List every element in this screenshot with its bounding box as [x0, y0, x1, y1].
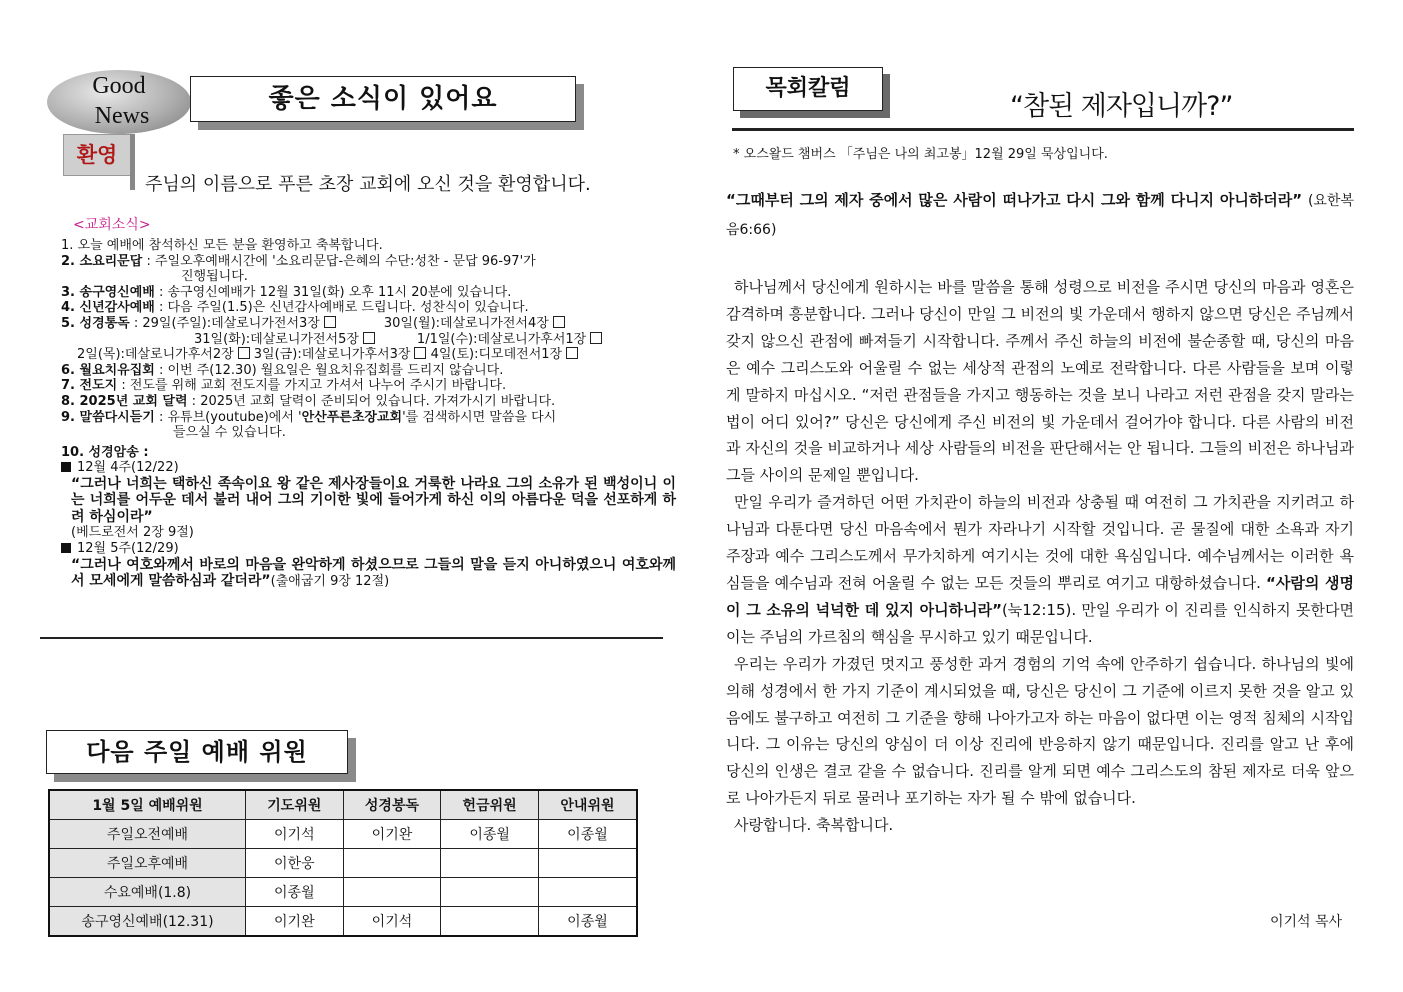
reading-3: 3일(금):데살로니가후서3장 [249, 347, 411, 363]
news-item-10 [61, 445, 676, 461]
reading-4: 4일(토):디모데전서1장 [426, 347, 563, 363]
table-cell: 이기완 [246, 907, 344, 937]
news-item-8-text: : 2025년 교회 달력이 준비되어 있습니다. 가져가시기 바랍니다. [187, 393, 556, 409]
logo-line-1: Good [92, 73, 146, 99]
reading-31: 31일(화):데살로니가전서5장 [194, 331, 359, 347]
table-header-cell: 안내위원 [538, 790, 637, 820]
news-item-6-label: 6. 월요치유집회 [61, 362, 155, 378]
table-cell: 이종월 [246, 878, 344, 907]
table-cell: 이기완 [343, 820, 441, 849]
table-cell: 수요예배(1.8) [49, 878, 246, 907]
table-row [49, 820, 637, 849]
worship-committee-table [48, 789, 638, 937]
welcome-divider [130, 134, 135, 190]
news-item-2-label: 2. 소요리문답 [61, 253, 143, 269]
table-header-cell: 헌금위원 [441, 790, 539, 820]
welcome-tag: 환영 [63, 134, 131, 176]
news-item-3-text: : 송구영신예배가 12월 31일(화) 오후 11시 20분에 있습니다. [154, 284, 512, 300]
table-cell [343, 849, 441, 878]
page-title: 좋은 소식이 있어요 [190, 76, 576, 122]
news-item-9-text-b: '를 검색하시면 말씀을 다시 [402, 409, 557, 425]
table-cell: 주일오후예배 [49, 849, 246, 878]
paragraph-2-a: 만일 우리가 즐겨하던 어떤 가치관이 하늘의 비전과 상충될 때 여전히 그 가치관을 지키려고 하나님과 다툰다면 당신 마음속에서 뭔가 자라나기 시작할 것입니다. 곧 물질에 대한 소욕과 자기 주장과 예수 그리스도께서 무가치하게 여기시는 것에 대한 욕심입니다. 예수님께서는 이러한 욕심들을 예수님과 전혀 어울릴 수 없는 모든 것들의 뿌리로 여기고 대항하셨습니다. [726, 493, 1354, 592]
table-row [49, 907, 637, 937]
news-item-4 [61, 300, 676, 316]
news-item-2-cont: 진행됩니다. [181, 269, 248, 285]
news-item-4-label: 4. 신년감사예배 [61, 300, 155, 316]
table-header-row [49, 790, 637, 820]
memory-week-2 [61, 541, 676, 557]
news-item-2-text: : 주일오후예배시간에 '소요리문답-은혜의 수단:성찬 - 문답 96-97'가 [142, 253, 536, 269]
news-item-5-label: 5. 성경통독 [61, 315, 130, 331]
table-cell: 이종월 [538, 907, 637, 937]
checkbox-4[interactable] [566, 347, 578, 359]
memory-week-2-date: 12월 5주(12/29) [77, 541, 179, 556]
reading-30: 30일(월):데살로니가전서4장 [383, 315, 549, 331]
checkbox-30[interactable] [553, 316, 565, 328]
table-cell: 이종월 [538, 820, 637, 849]
table-cell [441, 907, 539, 937]
news-item-8 [61, 394, 676, 410]
news-item-5 [61, 316, 676, 332]
checkbox-2[interactable] [238, 347, 250, 359]
logo-line-2: News [94, 103, 150, 129]
news-item-1: 1. 오늘 예배에 참석하신 모든 분을 환영하고 축복합니다. [61, 238, 383, 253]
table-cell: 이기석 [246, 820, 344, 849]
church-news-list [61, 238, 676, 591]
paragraph-2-quote: “사람의 생명이 그 소유의 넉넉한 데 있지 아니하니라” [726, 573, 1355, 619]
news-item-7-label: 7. 전도지 [61, 378, 118, 394]
news-item-6 [61, 363, 676, 379]
memory-week-1-date: 12월 4주(12/22) [77, 460, 179, 476]
news-item-8-label: 8. 2025년 교회 달력 [61, 393, 188, 409]
memory-verse-2-text: “그러나 여호와께서 바로의 마음을 완악하게 하셨으므로 그들의 말을 듣지 아니하였으니 여호와께서 모세에게 말씀하심과 같더라” [71, 556, 676, 590]
news-item-3 [61, 285, 676, 301]
table-cell [538, 878, 637, 907]
paragraph-2-b: (눅12:15). 만일 우리가 이 진리를 인식하지 못한다면 이는 주님의 가르침의 핵심을 무시하고 있기 때문입니다. [726, 600, 1354, 646]
table-cell [441, 878, 539, 907]
table-header-cell: 기도위원 [246, 790, 344, 820]
square-bullet-icon [61, 462, 71, 472]
news-item-2 [61, 254, 676, 270]
lead-verse-text: “그때부터 그의 제자 중에서 많은 사람이 떠나가고 다시 그와 함께 다니지 아니하더라” [726, 191, 1303, 209]
table-row [49, 878, 637, 907]
memory-verse-2-ref: (출애굽기 9장 12절) [270, 574, 390, 590]
paragraph-2 [726, 489, 1354, 650]
column-divider [732, 128, 1354, 131]
news-item-10-label: 10. 성경암송 : [61, 444, 149, 460]
table-cell: 주일오전예배 [49, 820, 246, 849]
square-bullet-icon [61, 543, 71, 553]
news-heading: <교회소식> [73, 217, 151, 233]
memory-verse-2 [61, 557, 676, 591]
memory-week-1 [61, 460, 676, 476]
reading-2: 2일(목):데살로니가후서2장 [77, 347, 234, 363]
table-cell: 이한웅 [246, 849, 344, 878]
column-title: “참된 제자입니까?” [1010, 91, 1233, 122]
good-news-logo [47, 70, 191, 134]
table-cell: 이종월 [441, 820, 539, 849]
memory-verse-1-ref: (베드로전서 2장 9절) [71, 525, 194, 541]
signature: 이기석 목사 [1270, 914, 1343, 930]
news-item-5-cont2 [61, 347, 676, 363]
table-row [49, 849, 637, 878]
column-label: 목회칼럼 [733, 67, 883, 111]
schedule-title: 다음 주일 예배 위원 [46, 730, 348, 774]
checkbox-31[interactable] [363, 332, 375, 344]
table-header-cell: 성경봉독 [343, 790, 441, 820]
lead-verse [726, 186, 1354, 244]
welcome-message: 주님의 이름으로 푸른 초장 교회에 오신 것을 환영합니다. [145, 174, 591, 195]
table-cell [343, 878, 441, 907]
checkbox-3[interactable] [414, 347, 426, 359]
news-item-7-text: : 전도를 위해 교회 전도지를 가지고 가셔서 나누어 주시기 바랍니다. [117, 378, 507, 394]
news-item-9-cont: 들으실 수 있습니다. [173, 425, 286, 441]
table-cell: 이기석 [343, 907, 441, 937]
news-item-4-text: : 다음 주일(1.5)은 신년감사예배로 드립니다. 성찬식이 있습니다. [154, 300, 529, 316]
column-body [726, 186, 1354, 839]
memory-verse-1: “그러나 너희는 택하신 족속이요 왕 같은 제사장들이요 거룩한 나라요 그의 소유가 된 백성이니 이는 너희를 어두운 데서 불러 내어 그의 기이한 빛에 들어가게 하신 이의 아름다운 덕을 선포하게 하려 하심이라” [71, 475, 676, 525]
lead-verse-ref: (요한복음6:66) [726, 193, 1354, 238]
checkbox-29[interactable] [324, 316, 336, 328]
table-cell: 송구영신예배(12.31) [49, 907, 246, 937]
column-source: * 오스왈드 챔버스 「주님은 나의 최고봉」12월 29일 묵상입니다. [733, 147, 1108, 162]
checkbox-1-1[interactable] [590, 332, 602, 344]
table-header-cell: 1월 5일 예배위원 [49, 790, 246, 820]
news-item-5-cont [61, 332, 676, 348]
table-cell [441, 849, 539, 878]
paragraph-3: 우리는 우리가 가졌던 멋지고 풍성한 과거 경험의 기억 속에 안주하기 쉽습니다. 하나님의 빛에 의해 성경에서 한 가지 기준이 계시되었을 때, 당신은 당신이 그 기준에 이르지 못한 것을 알고 있음에도 불구하고 여전히 그 기준을 향해 나아가고자 하는 마음이 없다면 이는 영적 침체의 시작입니다. 그 이유는 당신의 양심이 더 이상 진리에 반응하지 않기 때문입니다. 진리를 알고 난 후에 당신의 인생은 결코 같을 수 없습니다. 진리를 알게 되면 예수 그리스도의 참된 제자로 더욱 앞으로 나아가든지 뒤로 물러나 포기하는 자가 될 수 밖에 없습니다. [726, 654, 1354, 808]
reading-29: : 29일(주일):데살로니가전서3장 [129, 315, 320, 331]
youtube-channel-name: 안산푸른초장교회 [301, 409, 403, 425]
news-item-7 [61, 378, 676, 394]
paragraph-1: 하나님께서 당신에게 원하시는 바를 말씀을 통해 성령으로 비전을 주시면 당신의 마음과 영혼은 감격하며 흥분합니다. 그러나 당신이 만일 그 비전의 빛 가운데서 행하지 않으면 당신은 주님께서 갖지 않으신 관점에 빠져들기 시작합니다. 주께서 주신 하늘의 비전에 불순종할 때, 당신의 마음은 예수 그리스도와 어울릴 수 없는 세상적 관점의 노예로 전락합니다. 다른 사람들을 보며 이렇게 말하지 마십시오. “저런 관점들을 가지고 행동하는 것을 보니 나라고 저런 관점을 갖지 말라는 법이 어디 있어?” 당신은 당신에게 주신 비전의 빛 가운데서 걸어가야 합니다. 다른 사람의 비전과 자신의 것을 비교하거나 세상 사람들의 비전을 판단해서는 안 됩니다. 그들의 비전은 하나님과 그들 사이의 문제일 뿐입니다. [726, 278, 1355, 485]
news-item-6-text: : 이번 주(12.30) 월요일은 월요치유집회를 드리지 않습니다. [154, 362, 504, 378]
section-divider [40, 637, 663, 639]
reading-1-1: 1/1일(수):데살로니가후서1장 [416, 331, 587, 347]
news-item-9-text-a: : 유튜브(youtube)에서 ' [154, 409, 302, 425]
paragraph-4: 사랑합니다. 축복합니다. [734, 816, 894, 835]
news-item-3-label: 3. 송구영신예배 [61, 284, 155, 300]
news-item-9-label: 9. 말씀다시듣기 [61, 409, 155, 425]
news-item-9 [61, 410, 676, 426]
table-cell [538, 849, 637, 878]
